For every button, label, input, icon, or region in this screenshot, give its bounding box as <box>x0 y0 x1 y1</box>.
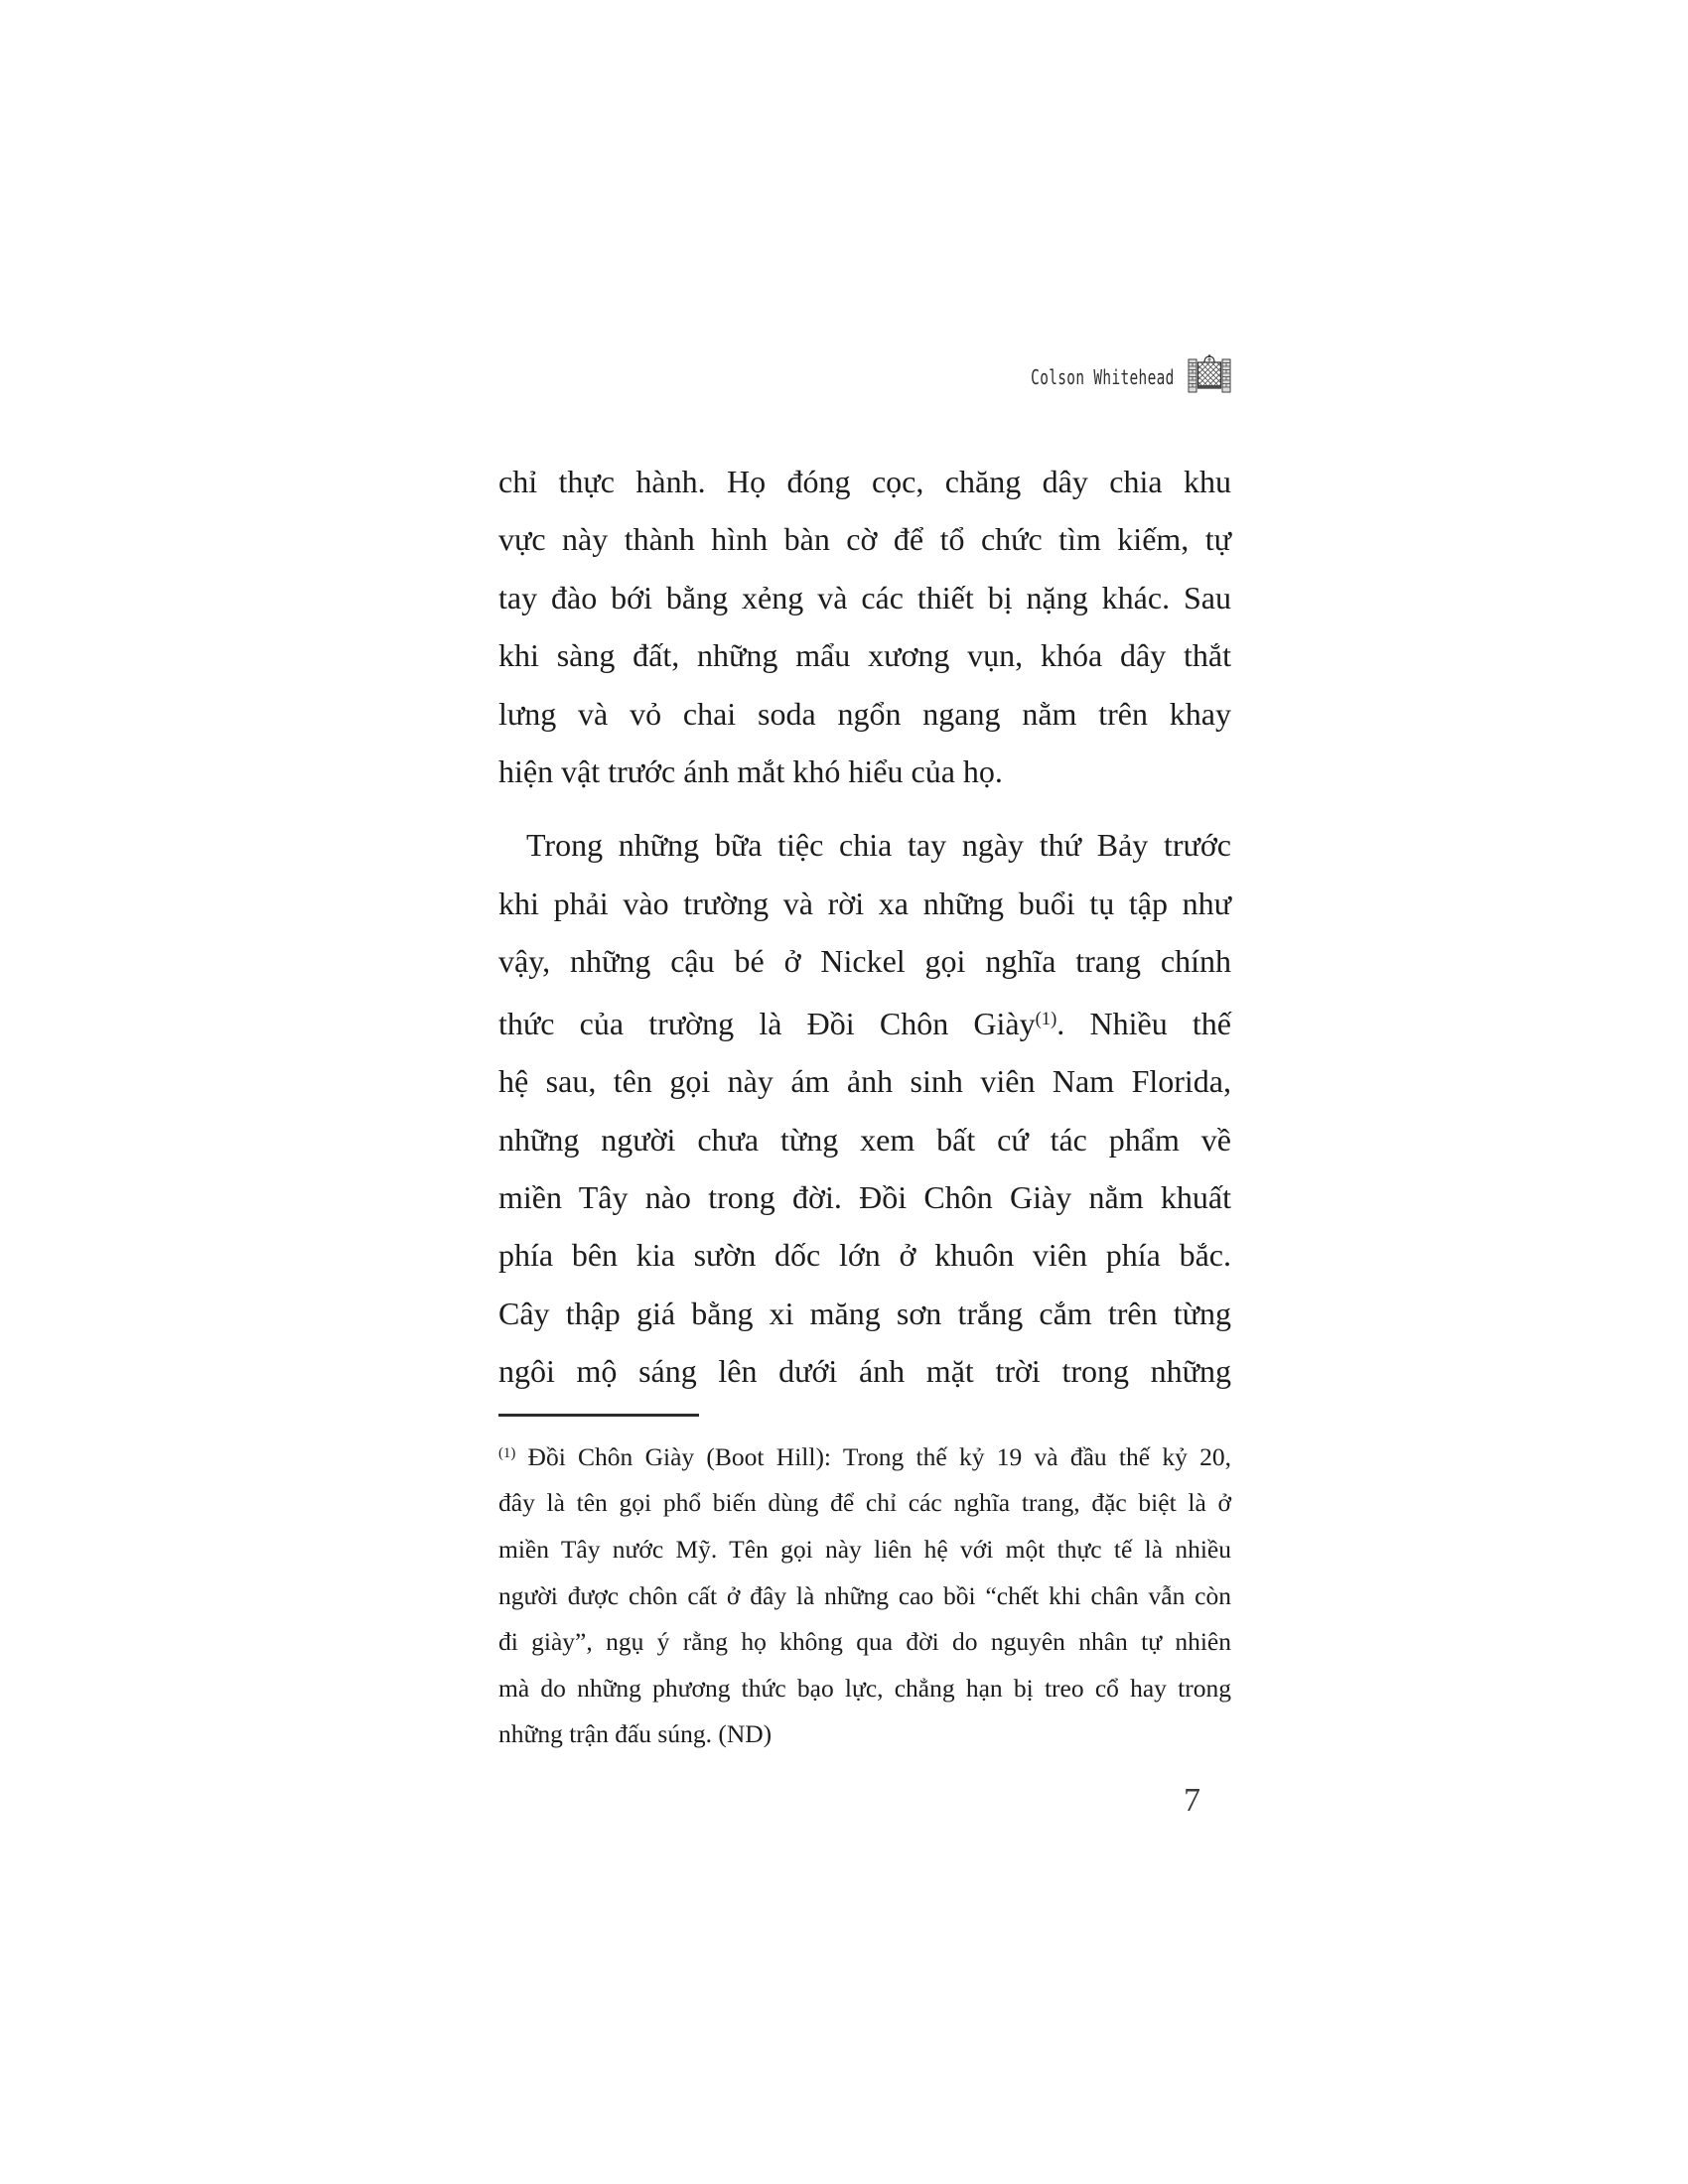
body-line-text: . Nhiều thế <box>1056 1005 1232 1041</box>
body-line: vậy, những cậu bé ở Nickel gọi nghĩa trang chính <box>498 943 1231 980</box>
footnote-line: miền Tây nước Mỹ. Tên gọi này liên hệ với một thực tế là nhiều <box>498 1535 1231 1565</box>
body-line: tay đào bới bằng xẻng và các thiết bị nặng khác. Sau <box>498 579 1231 615</box>
body-line-text: thức của trường là Đồi Chôn Giày <box>498 1005 1036 1041</box>
footnote-line-with-marker <box>498 1431 1231 1481</box>
footnote-block <box>498 1431 1231 1758</box>
paragraph-2 <box>498 816 1231 1400</box>
footnote-line: những trận đấu súng. (ND) <box>498 1719 773 1749</box>
body-line: Cây thập giá bằng xi măng sơn trắng cắm trên từng <box>498 1295 1231 1331</box>
footnote-marker: (1) <box>498 1444 516 1461</box>
body-text-block <box>498 453 1231 1758</box>
paragraph-1 <box>498 453 1231 800</box>
body-line: ngôi mộ sáng lên dưới ánh mặt trời trong những <box>498 1353 1231 1390</box>
body-line: khi sàng đất, những mẩu xương vụn, khóa dây thắt <box>498 637 1231 674</box>
body-line: hiện vật trước ánh mắt khó hiểu của họ. <box>498 753 1003 790</box>
header-author: Colson Whitehead <box>1031 365 1175 389</box>
footnote-separator <box>498 1414 699 1417</box>
body-line: chỉ thực hành. Họ đóng cọc, chăng dây chia khu <box>498 464 1231 499</box>
gate-ornament-icon <box>1188 354 1231 401</box>
body-line: vực này thành hình bàn cờ để tổ chức tìm kiếm, tự <box>498 521 1231 558</box>
footnote-line: đi giày”, ngụ ý rằng họ không qua đời do nguyên nhân tự nhiên <box>498 1627 1231 1657</box>
body-line: những người chưa từng xem bất cứ tác phẩm về <box>498 1121 1231 1158</box>
body-line: hệ sau, tên gọi này ám ảnh sinh viên Nam Florida, <box>498 1063 1231 1100</box>
footnote-reference: (1) <box>1035 1008 1057 1029</box>
footnote-line-text: Đồi Chôn Giày (Boot Hill): Trong thế kỷ 19 và đầu thế kỷ 20, <box>515 1441 1231 1471</box>
body-line: khi phải vào trường và rời xa những buổi tụ tập như <box>498 885 1231 921</box>
body-line: Trong những bữa tiệc chia tay ngày thứ Bảy trước <box>526 827 1231 864</box>
body-line: phía bên kia sườn dốc lớn ở khuôn viên phía bắc. <box>498 1237 1231 1274</box>
footnote-line: người được chôn cất ở đây là những cao bồi “chết khi chân vẫn còn <box>498 1580 1231 1610</box>
footnote-line: mà do những phương thức bạo lực, chẳng hạn bị treo cổ hay trong <box>498 1673 1231 1703</box>
body-line: lưng và vỏ chai soda ngổn ngang nằm trên khay <box>498 695 1231 732</box>
body-line: miền Tây nào trong đời. Đồi Chôn Giày nằm khuất <box>498 1179 1231 1216</box>
page-header <box>498 355 1231 399</box>
body-line-with-footnote-ref <box>498 991 1231 1053</box>
page-number: 7 <box>1184 1782 1200 1819</box>
footnote-line: đây là tên gọi phổ biến dùng để chỉ các nghĩa trang, đặc biệt là ở <box>498 1488 1231 1518</box>
